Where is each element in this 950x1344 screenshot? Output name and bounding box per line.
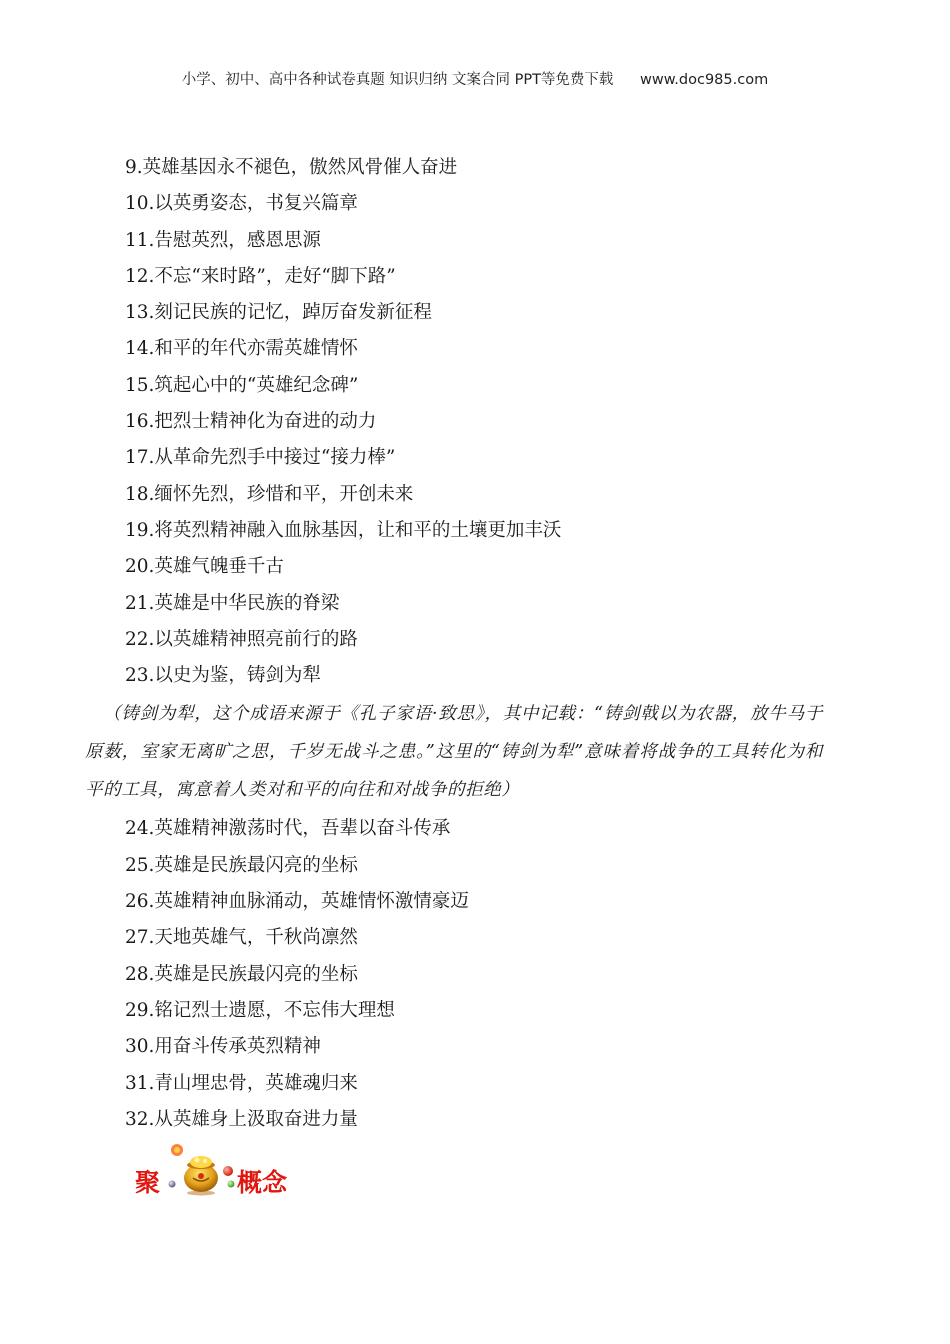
list-item: 20.英雄气魄垂千古 <box>125 556 284 578</box>
section-banner <box>133 1138 303 1208</box>
list-item: 25.英雄是民族最闪亮的坐标 <box>125 854 358 876</box>
list-item: 22.以英雄精神照亮前行的路 <box>125 628 358 650</box>
treasure-pot-icon <box>165 1138 237 1200</box>
list-item: 23.以史为鉴，铸剑为犁 <box>125 665 321 687</box>
explanation-note: （铸剑为犁，这个成语来源于《孔子家语·致思》，其中记载：“铸剑戟以为农器，放牛马于原薮，室家无离旷之思，千岁无战斗之患。”这里的“铸剑为犁”意味着将战争的工具转化为和平的工具，寓意着人类对和平的向往和对战争的拒绝） <box>85 704 823 801</box>
header-text: 小学、初中、高中各种试卷真题 知识归纳 文案合同 PPT等免费下载 <box>181 72 614 88</box>
list-item: 30.用奋斗传承英烈精神 <box>125 1036 321 1058</box>
list-item: 19.将英烈精神融入血脉基因，让和平的土壤更加丰沃 <box>125 519 562 541</box>
list-item: 29.铭记烈士遗愿，不忘伟大理想 <box>125 999 395 1021</box>
list-item: 13.刻记民族的记忆，踔厉奋发新征程 <box>125 302 432 324</box>
banner-left-text: 聚 <box>135 1168 161 1197</box>
list-item: 17.从革命先烈手中接过“接力棒” <box>125 447 396 469</box>
list-item: 9.英雄基因永不褪色，傲然风骨催人奋进 <box>125 157 458 178</box>
list-item: 16.把烈士精神化为奋进的动力 <box>125 411 377 433</box>
banner-right-text: 概念 <box>237 1168 288 1197</box>
list-item: 14.和平的年代亦需英雄情怀 <box>125 338 358 360</box>
list-item: 28.英雄是民族最闪亮的坐标 <box>125 963 358 985</box>
list-item: 31.青山埋忠骨，英雄魂归来 <box>125 1072 358 1094</box>
header-url[interactable]: www.doc985.com <box>640 72 769 88</box>
slogan-list <box>85 150 885 1138</box>
list-item: 10.以英勇姿态，书复兴篇章 <box>125 193 358 215</box>
list-item: 32.从英雄身上汲取奋进力量 <box>125 1108 358 1130</box>
list-item: 11.告慰英烈，感恩思源 <box>125 229 321 251</box>
page-header <box>0 68 950 89</box>
list-item: 15.筑起心中的“英雄纪念碑” <box>125 374 359 396</box>
list-item: 24.英雄精神激荡时代，吾辈以奋斗传承 <box>125 818 451 840</box>
list-item: 18.缅怀先烈，珍惜和平，开创未来 <box>125 483 414 505</box>
list-item: 27.天地英雄气，千秋尚凛然 <box>125 927 358 949</box>
list-item: 12.不忘“来时路”，走好“脚下路” <box>125 265 396 287</box>
list-item: 21.英雄是中华民族的脊梁 <box>125 592 340 614</box>
list-item: 26.英雄精神血脉涌动，英雄情怀激情豪迈 <box>125 891 469 913</box>
